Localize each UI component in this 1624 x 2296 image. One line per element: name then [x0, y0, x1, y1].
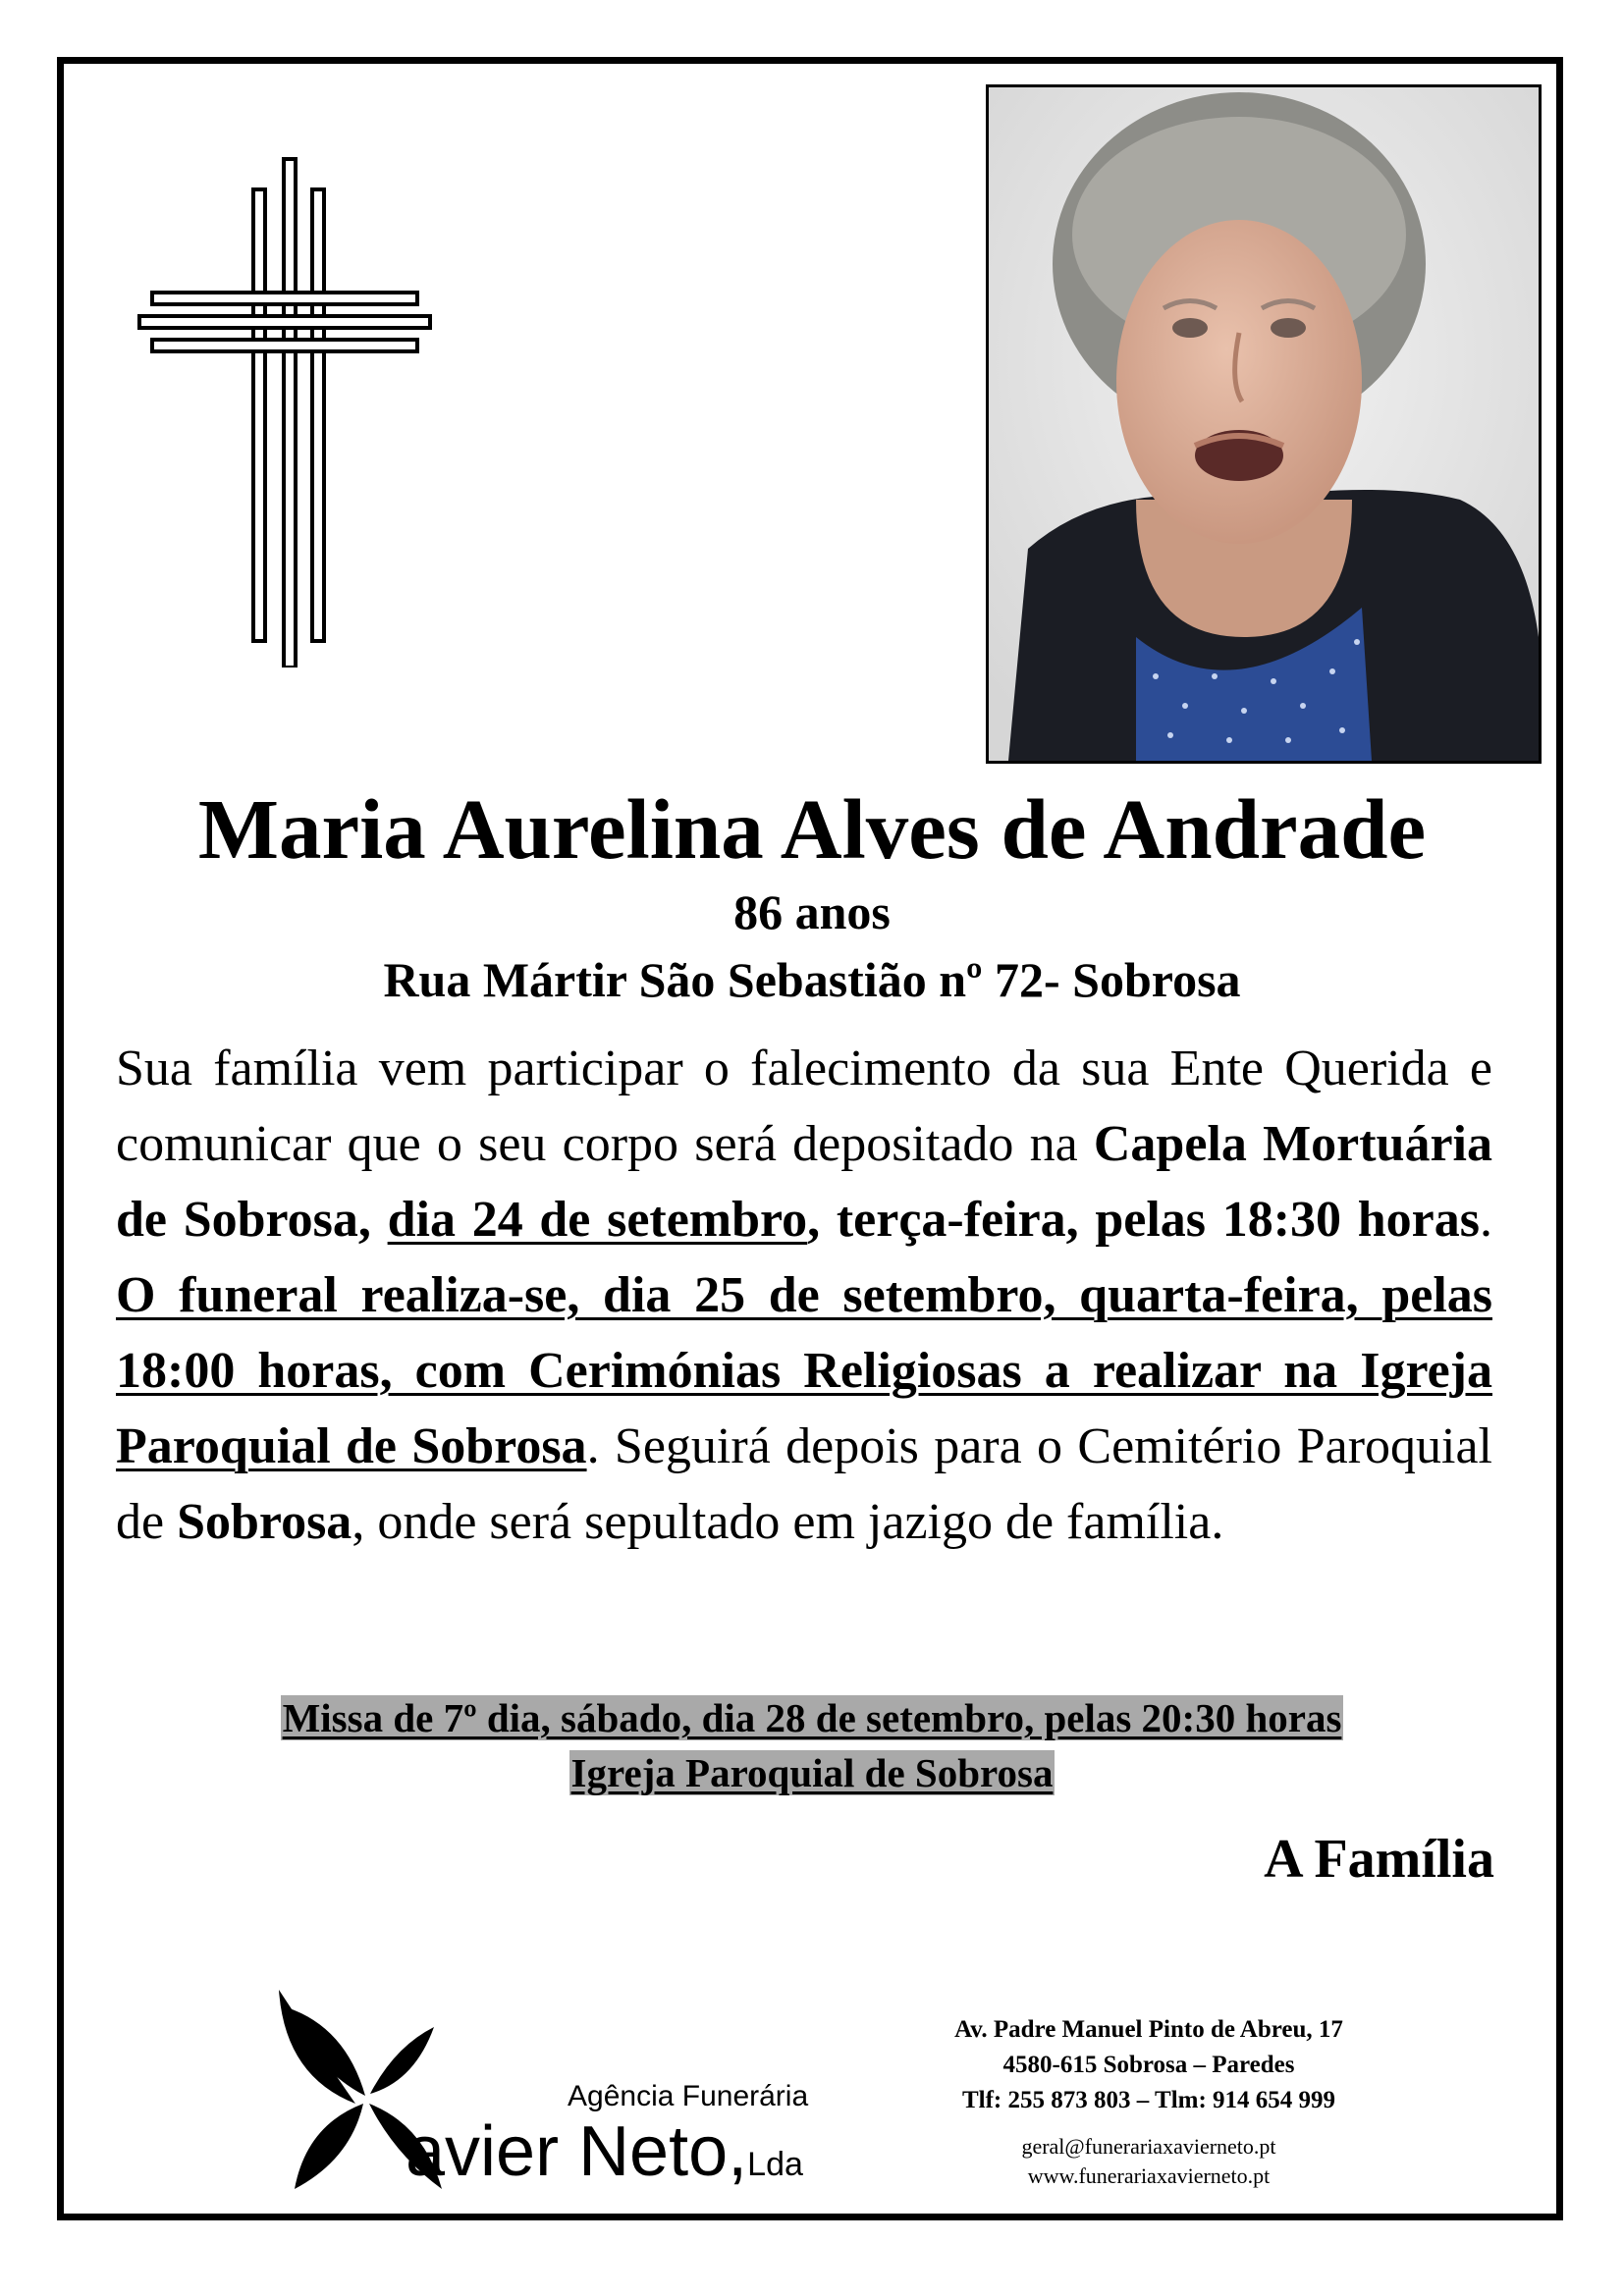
announcement-intro: Sua família vem participar o falecimento da sua Ente Querida e comunicar que o seu corpo será depositado na: [116, 1041, 1492, 1172]
burial-details: , onde será sepultado em jazigo de família.: [352, 1494, 1224, 1550]
funeral-details: O funeral realiza-se, dia 25 de setembro, quarta-feira, pelas 18:00 horas, com Cerimónias Religiosas a realizar na Igreja Paroquial de Sobrosa: [116, 1267, 1492, 1474]
mass-notice: [0, 1690, 1624, 1800]
wake-date: dia 24 de setembro: [387, 1192, 808, 1248]
agency-address-line-1: Av. Padre Manuel Pinto de Abreu, 17: [954, 2016, 1343, 2043]
agency-email[interactable]: geral@funerariaxavierneto.pt: [1021, 2134, 1276, 2159]
announcement-text: [116, 1031, 1492, 1560]
mass-line-2: Igreja Paroquial de Sobrosa: [570, 1750, 1054, 1795]
agency-contact: [864, 2012, 1434, 2118]
cemetery-location: Sobrosa: [177, 1494, 352, 1550]
signature: A Família: [1264, 1829, 1494, 1890]
agency-label: Agência Funerária: [568, 2080, 809, 2112]
agency-web: [864, 2132, 1434, 2191]
portrait-photo: [986, 84, 1542, 764]
cemetery-intro: . Seguirá depois para o Cemitério Paroquial de: [116, 1418, 1492, 1550]
deceased-address: Rua Mártir São Sebastião nº 72- Sobrosa: [383, 952, 1241, 1007]
agency-phones: Tlf: 255 873 803 – Tlm: 914 654 999: [961, 2087, 1336, 2113]
agency-name-text: avier Neto,: [406, 2112, 748, 2191]
agency-name: [406, 2110, 803, 2206]
wake-time: , terça-feira, pelas 18:30 horas: [807, 1192, 1480, 1248]
agency-address-line-2: 4580-615 Sobrosa – Paredes: [1002, 2052, 1295, 2078]
sentence-separator: .: [1480, 1192, 1492, 1248]
chapel-name: Capela Mortuária de Sobrosa: [116, 1116, 1492, 1248]
comma-separator: ,: [357, 1192, 388, 1248]
mass-line-1: Missa de 7º dia, sábado, dia 28 de setembro, pelas 20:30 horas: [282, 1695, 1342, 1740]
agency-suffix: Lda: [747, 2146, 803, 2183]
agency-website[interactable]: www.funerariaxavierneto.pt: [1027, 2163, 1271, 2188]
deceased-age: 86 anos: [733, 884, 891, 939]
deceased-name: Maria Aurelina Alves de Andrade: [197, 781, 1427, 877]
cross-icon: [137, 157, 432, 667]
